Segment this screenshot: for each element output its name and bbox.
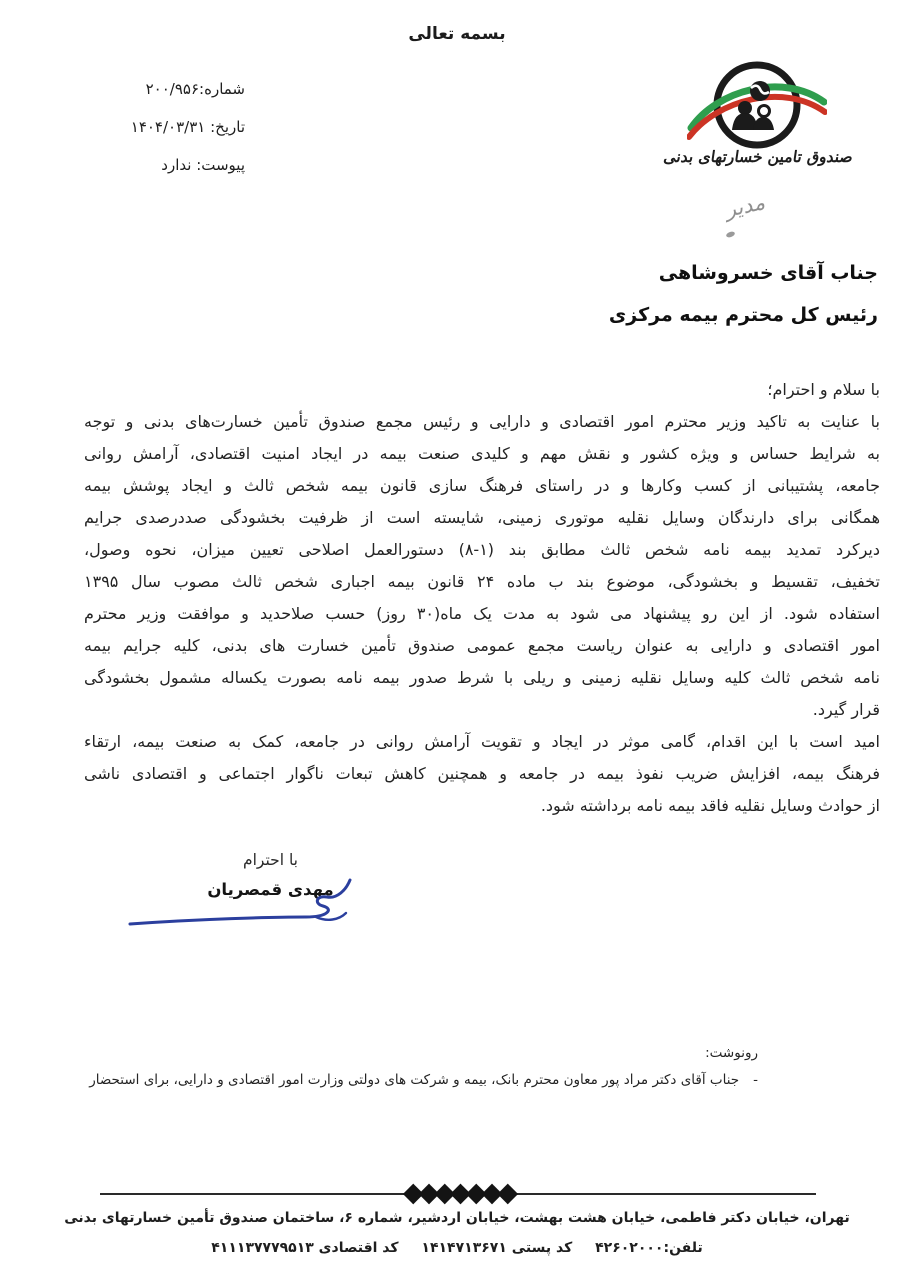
body-line: با عنایت به تاکید وزیر محترم امور اقتصادی و دارایی و رئیس مجمع صندوق تأمین خسارت‌های بدنی و توجه — [84, 412, 880, 431]
footer-address: تهران، خیابان دکتر فاطمی، خیابان هشت بهشت، خیابان اردشیر، شماره ۶، ساختمان صندوق تأمین خسارتهای بدنی — [64, 1210, 850, 1226]
letter-meta — [75, 70, 245, 184]
letter-body — [84, 374, 880, 822]
signature — [120, 872, 370, 936]
copy-section — [89, 1040, 758, 1094]
copy-item-dash: - — [753, 1072, 758, 1088]
copy-section-label: رونوشت: — [705, 1045, 758, 1061]
handwriting-mark — [725, 231, 735, 239]
body-line: امور اقتصادی و دارایی به عنوان ریاست مجمع عمومی صندوق تأمین خسارت های بدنی، کلیه جرایم بیمه — [84, 636, 880, 655]
manager-handwriting: مدیر — [723, 190, 767, 222]
body-line: فرهنگ بیمه، افزایش ضریب نفوذ بیمه در جامعه و همچنین کاهش تبعات ناگوار اجتماعی و اقتصادی ناشی — [84, 764, 880, 783]
fund-logo-icon — [687, 52, 827, 162]
org-name-calligraphy: صندوق تامین خسارتهای بدنی — [661, 148, 853, 166]
meta-attachment: پیوست: ندارد — [161, 156, 245, 174]
body-line: نامه شخص ثالث کلیه وسایل نقلیه زمینی و ریلی با شرط صدور بیمه نامه بصورت یکساله مشمول بخشودگی — [84, 668, 880, 687]
body-line: تخفیف، تقسیط و بخشودگی، موضوع بند ب ماده ۲۴ قانون بیمه اجباری شخص ثالث مصوب سال ۱۳۹۵ — [84, 572, 880, 591]
footer-economic-code: کد اقتصادی ۴۱۱۱۳۷۷۷۹۵۱۳ — [211, 1240, 399, 1256]
meta-number: شماره:۲۰۰/۹۵۶ — [145, 80, 245, 98]
basmala-text: بسمه تعالی — [408, 24, 506, 44]
body-line: استفاده شود. از این رو پیشنهاد می شود به مدت یک ماه(۳۰ روز) حسب صلاحدید و موافقت وزیر محترم — [84, 604, 881, 623]
diamonds-ornament: ◆◆◆◆◆◆◆ — [402, 1177, 514, 1208]
body-line: دیرکرد تمدید بیمه نامه شخص ثالث مطابق بند (۱-۸) دستورالعمل اصلاحی تعیین میزان، نحوه وصول، — [84, 540, 880, 559]
body-line: جامعه، پشتیبانی از کسب وکارها و در راستای فرهنگ سازی قانون بیمه شخص ثالث و ایجاد پوشش بیمه — [84, 476, 880, 495]
closing-respect: با احترام — [243, 851, 298, 869]
flag-swoosh-red-icon — [689, 97, 825, 137]
signature-scribble-icon — [120, 872, 370, 936]
copy-item-text: جناب آقای دکتر مراد پور معاون محترم بانک، بیمه و شرکت های دولتی وزارت امور اقتصادی و دارایی، برای استحضار — [89, 1072, 740, 1088]
footer-divider — [100, 1177, 816, 1208]
body-line: همگانی برای دارندگان وسایل نقلیه موتوری زمینی، شایسته است از ظرفیت بخشودگی صددرصدی جرایم — [84, 508, 880, 527]
recipient-block — [609, 252, 878, 336]
footer-contact — [0, 1236, 914, 1260]
footer-phone: تلفن:۴۲۶۰۲۰۰۰ — [595, 1240, 703, 1256]
footer-postal-code: کد پستی ۱۴۱۴۷۱۳۶۷۱ — [421, 1240, 573, 1256]
body-line: قرار گیرد. — [812, 700, 880, 719]
body-line: با سلام و احترام؛ — [767, 380, 880, 399]
copy-item — [89, 1066, 758, 1094]
recipient-title: رئیس کل محترم بیمه مرکزی — [608, 304, 878, 326]
body-line: امید است با این اقدام، گامی موثر در ایجاد و تقویت آرامش روانی در جامعه، کمک به صنعت بیمه، ارتقاء — [84, 732, 880, 751]
signer-name: مهدی قمصریان — [207, 880, 334, 899]
body-line: از حوادث وسایل نقلیه فاقد بیمه نامه برداشته شود. — [540, 796, 880, 815]
body-line: به شرایط حساس و ویژه کشور و نقش مهم و کلیدی صنعت بیمه در ایجاد امنیت اقتصادی، آرامش روانی — [84, 444, 880, 463]
recipient-name: جناب آقای خسروشاهی — [658, 262, 878, 284]
org-logo — [687, 52, 827, 162]
meta-date: تاریخ: ۱۴۰۴/۰۳/۳۱ — [130, 118, 245, 136]
